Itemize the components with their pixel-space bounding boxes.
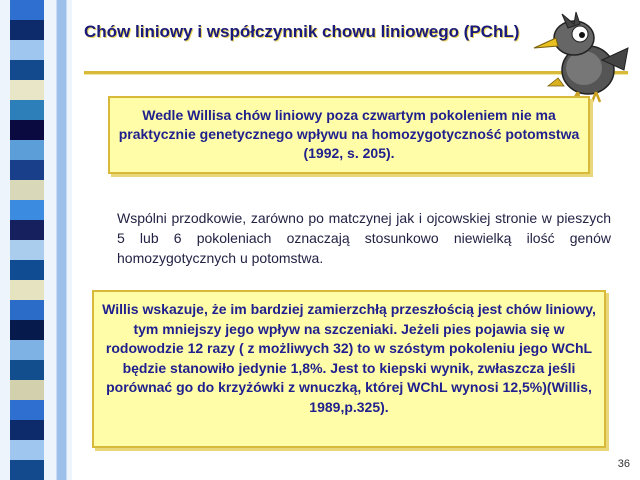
stripe-block [10, 120, 44, 140]
stripe-block [10, 40, 44, 60]
stripe-block [10, 160, 44, 180]
decorative-side-strip [0, 0, 72, 480]
stripe-block [10, 320, 44, 340]
stripe-block [10, 0, 44, 20]
stripe-block [10, 100, 44, 120]
stripe-block [10, 240, 44, 260]
quote-box-willis-1989: Willis wskazuje, że im bardziej zamierzchłą przeszłością jest chów liniowy, tym mniejszy jego wpływ na szczeniaki. Jeżeli pies pojawia się w rodowodzie 12 razy ( z możliwych 32) to w szóstym pokoleniu jego WChL będzie stanowiło jedynie 1,8%. Jest to kiepski wynik, zwłaszcza jeśli porównać go do krzyżówki z wnuczką, której WChL wynosi 12,5%)(Willis, 1989,p.325). [92, 290, 606, 448]
stripe-block [10, 60, 44, 80]
stripe-block [10, 340, 44, 360]
stripe-block [10, 360, 44, 380]
stripe-block [10, 380, 44, 400]
stripe-block [10, 420, 44, 440]
stripe-block [10, 140, 44, 160]
stripe-column [10, 0, 44, 480]
stripe-block [10, 400, 44, 420]
stripe-bar [56, 0, 67, 480]
stripe-block [10, 440, 44, 460]
slide-title: Chów liniowy i współczynnik chowu liniowego (PChL) [84, 22, 520, 41]
stripe-block [10, 260, 44, 280]
stripe-block [10, 80, 44, 100]
body-paragraph: Wspólni przodkowie, zarówno po matczynej jak i ojcowskiej stronie w pieszych 5 lub 6 pokoleniach oznaczają stosunkowo niewielką ilość genów homozygotycznych u potomstwa. [117, 210, 611, 266]
stripe-block [10, 220, 44, 240]
stripe-block [10, 280, 44, 300]
quote-box-willis-1992: Wedle Willisa chów liniowy poza czwartym pokoleniem nie ma praktycznie genetycznego wpływu na homozygotyczność potomstwa (1992, s. 205). [108, 96, 590, 174]
stripe-block [10, 180, 44, 200]
stripe-block [10, 460, 44, 480]
stripe-block [10, 300, 44, 320]
stripe-block [10, 20, 44, 40]
page-number: 36 [617, 458, 630, 470]
stripe-block [10, 200, 44, 220]
crow-mascot-icon [528, 8, 636, 104]
